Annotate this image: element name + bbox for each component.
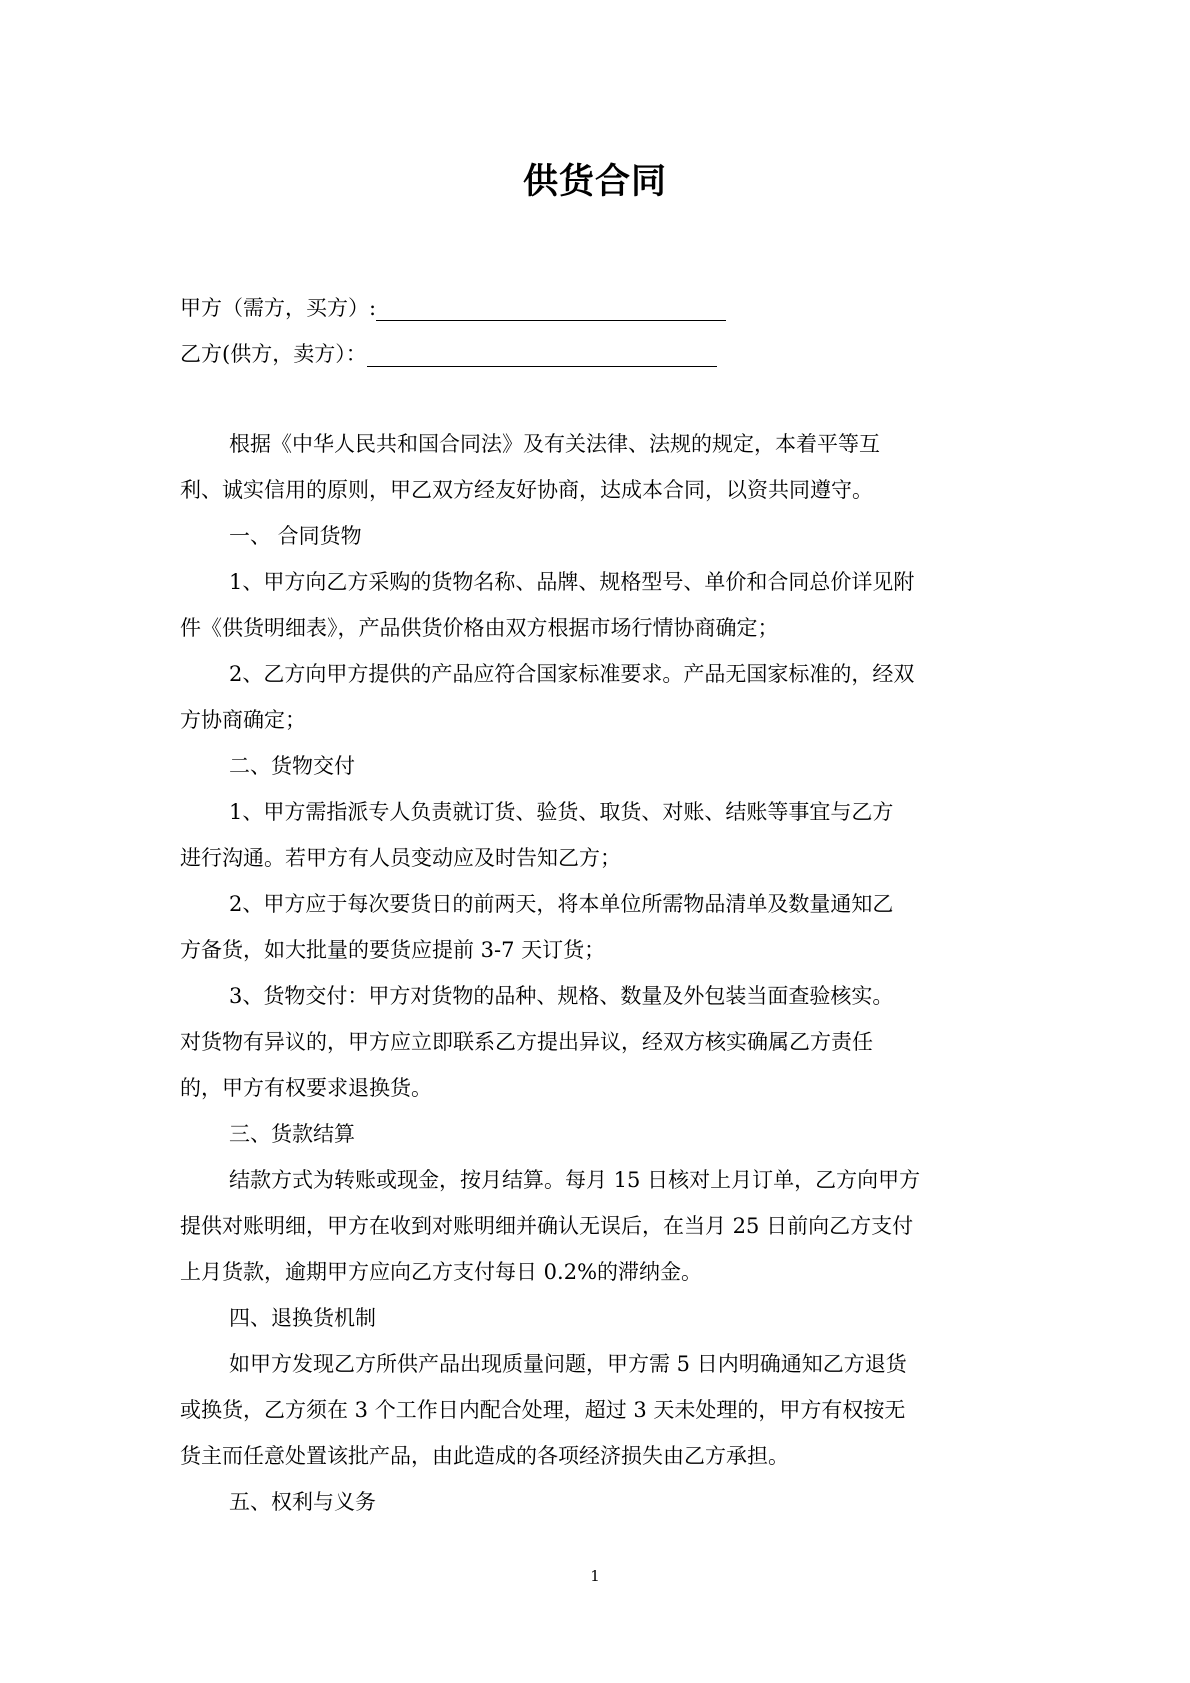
party-b-blank [367,340,717,367]
clause-4-line-3: 货主而任意处置该批产品，由此造成的各项经济损失由乙方承担。 [180,1444,789,1468]
section-1-heading: 一、 合同货物 [229,524,362,548]
clause-2-2-line-2: 方备货，如大批量的要货应提前 3-7 天订货； [180,938,606,962]
section-2-heading: 二、货物交付 [229,754,355,778]
clause-2-2-line-1: 2、甲方应于每次要货日的前两天，将本单位所需物品清单及数量通知乙 [229,892,894,916]
party-a-line [180,294,726,322]
party-a-label: 甲方（需方，买方）: [180,296,377,320]
clause-3-line-3: 上月货款，逾期甲方应向乙方支付每日 0.2%的滞纳金。 [180,1260,703,1284]
party-b-label: 乙方(供方，卖方）： [180,342,367,366]
clause-3-line-1: 结款方式为转账或现金，按月结算。每月 15 日核对上月订单，乙方向甲方 [229,1168,921,1192]
clause-2-3-line-1: 3、货物交付：甲方对货物的品种、规格、数量及外包装当面查验核实。 [229,984,894,1008]
clause-2-1-line-2: 进行沟通。若甲方有人员变动应及时告知乙方； [180,846,621,870]
preamble-line-1: 根据《中华人民共和国合同法》及有关法律、法规的规定，本着平等互 [229,432,880,456]
clause-1-1-line-2: 件《供货明细表》，产品供货价格由双方根据市场行情协商确定； [180,616,779,640]
clause-2-1-line-1: 1、甲方需指派专人负责就订货、验货、取货、对账、结账等事宜与乙方 [229,800,894,824]
section-5-heading: 五、权利与义务 [229,1490,376,1514]
clause-2-3-line-2: 对货物有异议的，甲方应立即联系乙方提出异议，经双方核实确属乙方责任 [180,1030,873,1054]
clause-1-1-line-1: 1、甲方向乙方采购的货物名称、品牌、规格型号、单价和合同总价详见附 [229,570,915,594]
party-a-blank [376,294,726,321]
document-title: 供货合同 [522,162,667,202]
clause-1-2-line-1: 2、乙方向甲方提供的产品应符合国家标准要求。产品无国家标准的，经双 [229,662,915,686]
preamble-line-2: 利、诚实信用的原则，甲乙双方经友好协商，达成本合同，以资共同遵守。 [180,478,873,502]
clause-2-3-line-3: 的，甲方有权要求退换货。 [180,1076,432,1100]
party-b-line [180,340,717,368]
clause-4-line-1: 如甲方发现乙方所供产品出现质量问题，甲方需 5 日内明确通知乙方退货 [229,1352,907,1376]
clause-1-2-line-2: 方协商确定； [180,708,306,732]
section-4-heading: 四、退换货机制 [229,1306,376,1330]
clause-3-line-2: 提供对账明细，甲方在收到对账明细并确认无误后，在当月 25 日前向乙方支付 [180,1214,914,1238]
section-3-heading: 三、货款结算 [229,1122,355,1146]
page-number: 1 [590,1567,600,1585]
clause-4-line-2: 或换货，乙方须在 3 个工作日内配合处理，超过 3 天未处理的，甲方有权按无 [180,1398,906,1422]
